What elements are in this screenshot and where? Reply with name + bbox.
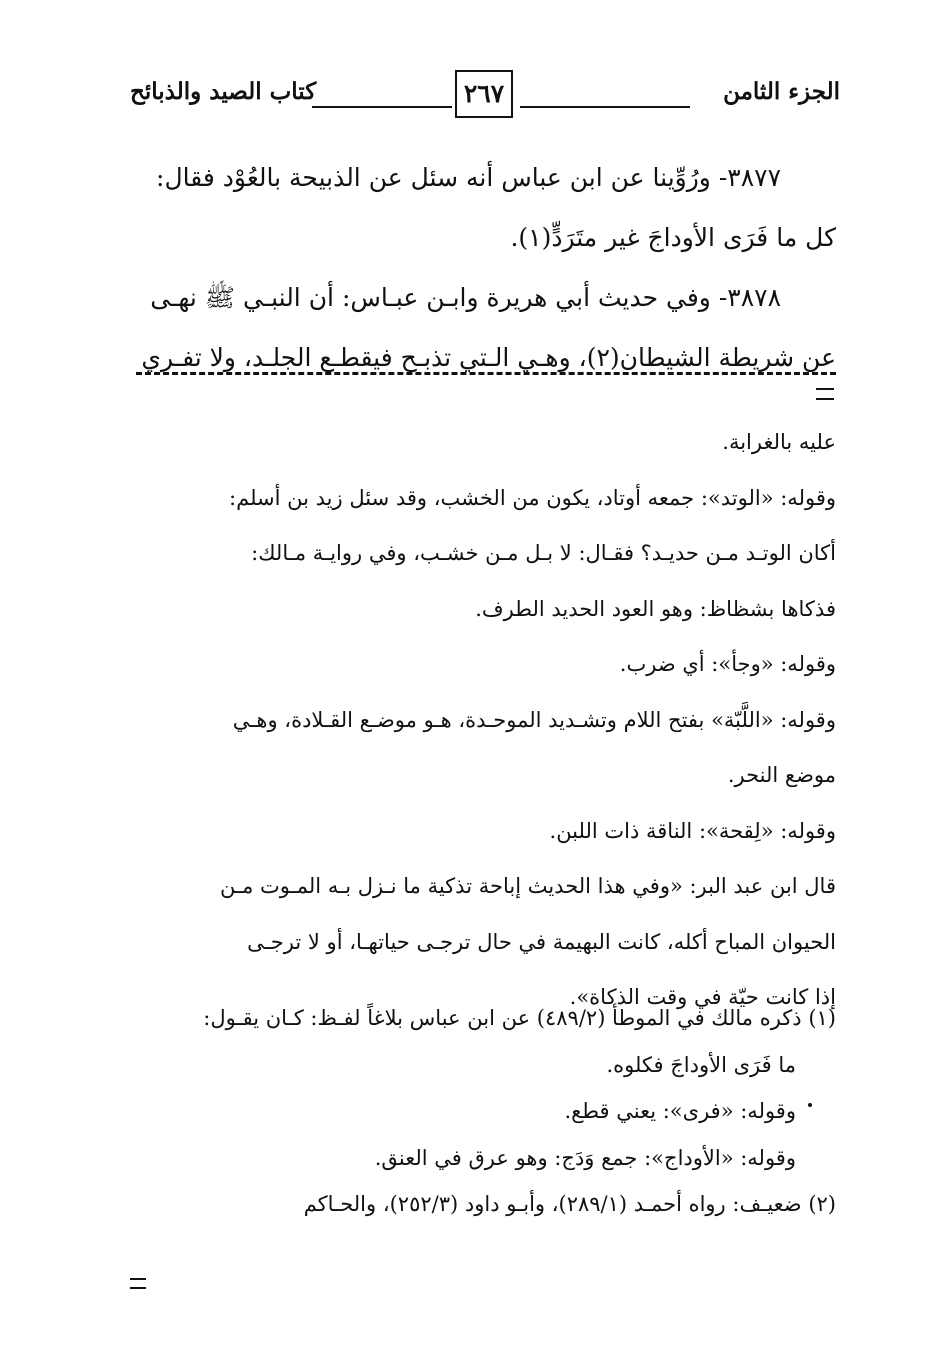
commentary-line: وقوله: «وجأ»: أي ضرب. xyxy=(619,652,836,676)
commentary-line: فذكاها بشظاظ: وهو العود الحديد الطرف. xyxy=(475,596,836,621)
commentary-line: عليه بالغرابة. xyxy=(722,430,836,454)
footnote-line: ما فَرَى الأوداجَ فكلوه. xyxy=(606,1052,796,1077)
continuation-mark xyxy=(816,388,834,400)
book-title: كتاب الصيد والذبائح xyxy=(130,78,317,105)
commentary-line: الحيوان المباح أكله، كانت البهيمة في حال ترجـى حياتهـا، أو لا ترجـى xyxy=(247,929,836,954)
dashed-separator xyxy=(136,372,836,377)
commentary-line: وقوله: «الوتد»: جمعه أوتاد، يكون من الخشب، وقد سئل زيد بن أسلم: xyxy=(229,485,836,510)
page-header xyxy=(120,70,840,122)
ink-dot xyxy=(808,1103,812,1107)
page-number: ٢٦٧ xyxy=(455,70,513,118)
commentary-line: أكان الوتـد مـن حديـد؟ فقـال: لا بـل مـن خشـب، وفي روايـة مـالك: xyxy=(251,541,836,565)
commentary-line: قال ابن عبد البر: «وفي هذا الحديث إباحة تذكية ما نـزل بـه المـوت مـن xyxy=(219,874,836,898)
hadith-3877 xyxy=(131,148,836,268)
footnote-line: وقوله: «فرى»: يعني قطع. xyxy=(564,1099,796,1123)
commentary-line: موضع النحر. xyxy=(727,763,836,787)
continuation-mark xyxy=(130,1278,146,1289)
text-line: كل ما فَرَى الأوداجَ غير متَرَدٍّ(١). xyxy=(510,223,836,252)
commentary-line: وقوله: «اللَّبّة» بفتح اللام وتشـديد الموحـدة، هـو موضـع القـلادة، وهـي xyxy=(232,707,836,732)
header-rule-left xyxy=(312,106,452,108)
text-line: ٣٨٧٧- ورُوِّينا عن ابن عباس أنه سئل عن الذبيحة بالعُوْد فقال: xyxy=(156,163,781,192)
footnote-2: (٢) ضعيـف: رواه أحمـد (٢٨٩/١)، وأبـو داود (٢٥٢/٣)، والحـاكم xyxy=(303,1192,836,1216)
text-line: عن شريطة الشيطان(٢)، وهـي الـتي تذبـح فيقطـع الجلـد، ولا تفـري xyxy=(141,343,836,372)
main-text xyxy=(131,148,836,388)
footnotes xyxy=(126,995,836,1228)
section-label: الجزء الثامن xyxy=(723,78,840,105)
hadith-3878 xyxy=(131,268,836,388)
commentary-line: وقوله: «لِقحة»: الناقة ذات اللبن. xyxy=(549,818,836,843)
footnote-line: وقوله: «الأوداج»: جمع وَدَج: وهو عرق في العنق. xyxy=(374,1145,796,1170)
commentary-line: إذا كانت حيّة في وقت الذكاة». xyxy=(569,985,836,1009)
header-rule-right xyxy=(520,106,690,108)
commentary xyxy=(126,415,836,1026)
footnote-1: (١) ذكره مالك في الموطأ (٤٨٩/٢) عن ابن عباس بلاغاً لفـظ: كـان يقـول: xyxy=(203,1006,836,1030)
text-line: ٣٨٧٨- وفي حديث أبي هريرة وابـن عبـاس: أن النبـي ﷺ نهـى xyxy=(150,283,781,312)
